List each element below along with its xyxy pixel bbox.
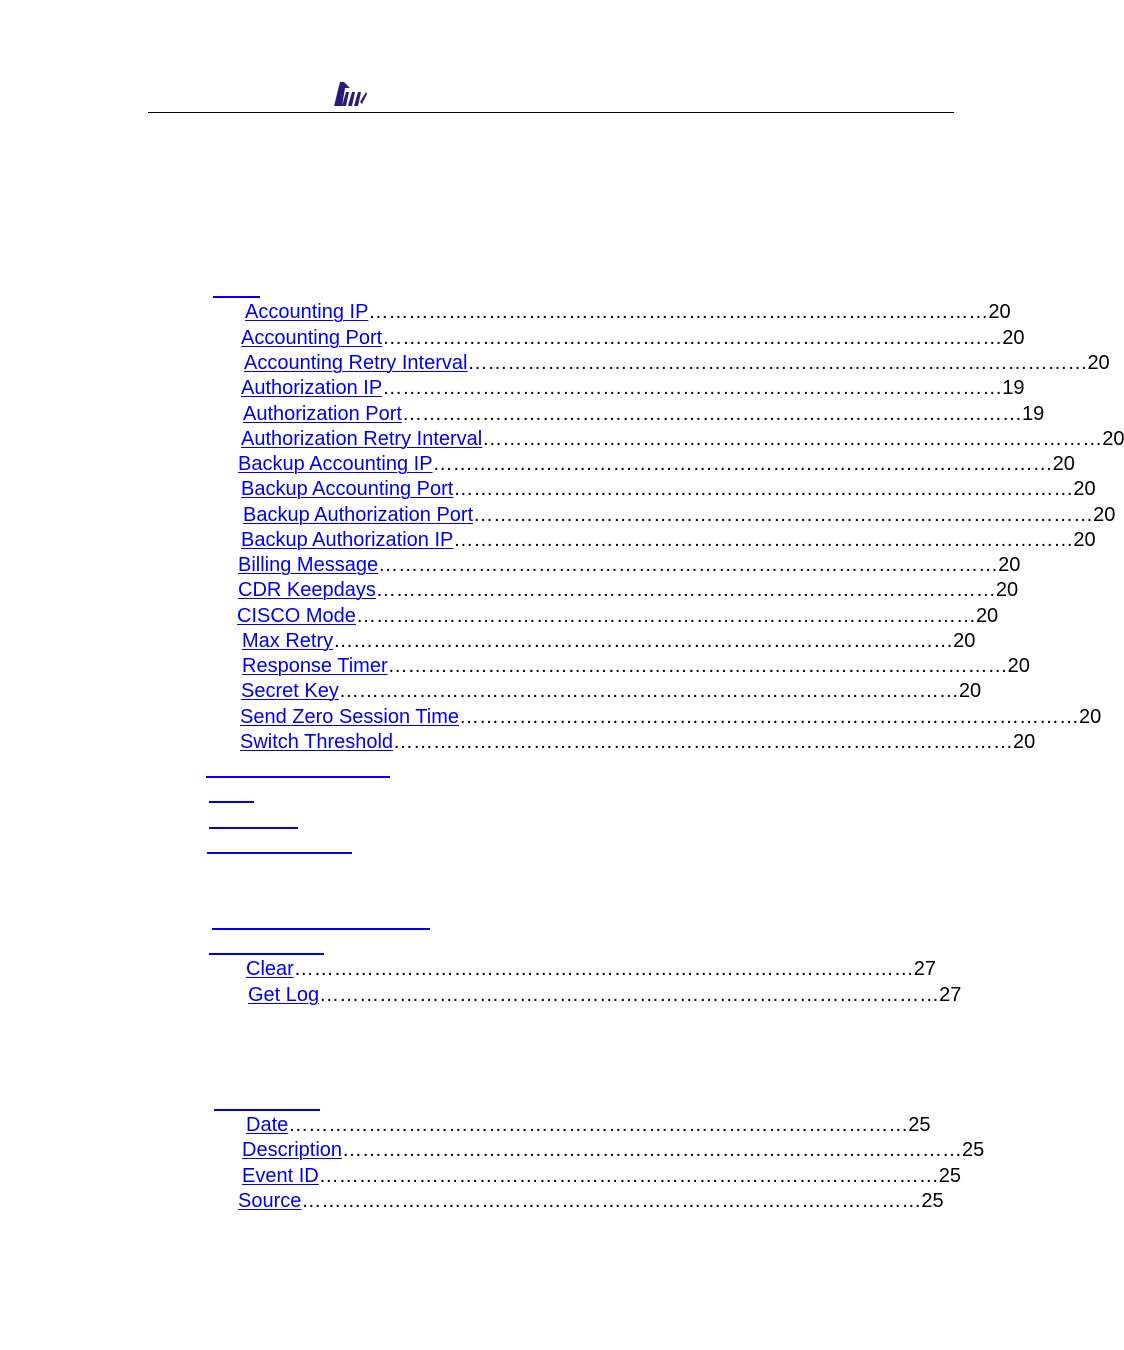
page-number: 27 [913, 958, 937, 980]
dot-leader: ………………………………………………………………………………… [453, 478, 1074, 500]
dot-leader: ………………………………………………………………………………… [473, 504, 1094, 526]
link-bar[interactable] [206, 776, 390, 778]
link-bar[interactable] [209, 953, 324, 955]
dot-leader: ………………………………………………………………………………… [342, 1139, 963, 1161]
page-number: 20 [1087, 352, 1110, 374]
index-entry [241, 427, 1124, 451]
index-entry-link[interactable]: Accounting Retry Interval [244, 352, 468, 374]
page-number: 20 [1002, 327, 1025, 349]
dot-leader: ………………………………………………………………………………… [355, 605, 976, 627]
index-entry [246, 957, 937, 981]
index-entry-link[interactable]: Send Zero Session Time [240, 706, 459, 728]
index-entry-link[interactable]: Backup Authorization IP [241, 529, 454, 551]
dot-leader: ………………………………………………………………………………… [338, 680, 959, 702]
index-entry [245, 300, 1011, 324]
index-entry [241, 477, 1096, 501]
index-entry [238, 578, 1019, 602]
dot-leader: ………………………………………………………………………………… [333, 630, 954, 652]
page-number: 20 [1093, 504, 1116, 526]
dot-leader: ………………………………………………………………………………… [378, 554, 999, 576]
dot-leader: ………………………………………………………………………………… [393, 731, 1014, 753]
page-number: 20 [995, 579, 1019, 601]
index-entry [241, 326, 1025, 350]
index-entry [244, 351, 1110, 375]
index-entry-link[interactable]: CISCO Mode [237, 605, 356, 627]
page-number: 20 [1102, 428, 1124, 450]
page-number: 25 [938, 1165, 961, 1187]
index-entry [246, 1113, 931, 1137]
index-entry [242, 629, 976, 653]
link-bar[interactable] [209, 827, 298, 829]
page-number: 20 [988, 301, 1011, 323]
index-entry-link[interactable]: Date [246, 1114, 289, 1136]
dot-leader: ………………………………………………………………………………… [375, 579, 996, 601]
dot-leader: ………………………………………………………………………………… [288, 1114, 909, 1136]
index-entry [242, 1164, 961, 1188]
index-entry [241, 528, 1096, 552]
page-number: 19 [1021, 403, 1045, 425]
dot-leader: ………………………………………………………………………………… [318, 1165, 939, 1187]
company-logo-icon [330, 78, 368, 108]
index-entry-link[interactable]: Source [238, 1190, 302, 1212]
dot-leader: ………………………………………………………………………………… [459, 706, 1079, 728]
index-entry [240, 705, 1102, 729]
link-bar[interactable] [213, 296, 260, 298]
index-entry-link[interactable]: Billing Message [238, 554, 379, 576]
page-number: 25 [908, 1114, 931, 1136]
index-entry-link[interactable]: Backup Authorization Port [243, 504, 474, 526]
dot-leader: ………………………………………………………………………………… [293, 958, 914, 980]
dot-leader: ………………………………………………………………………………… [467, 352, 1088, 374]
page-number: 20 [1073, 478, 1096, 500]
index-entry-link[interactable]: Secret Key [241, 680, 339, 702]
link-bar[interactable] [209, 801, 254, 803]
index-entry [237, 604, 999, 628]
index-entry-link[interactable]: Clear [246, 958, 294, 980]
index-entry-link[interactable]: Authorization Retry Interval [241, 428, 483, 450]
dot-leader: ………………………………………………………………………………… [387, 655, 1008, 677]
link-bar[interactable] [207, 852, 352, 854]
index-entry [241, 376, 1025, 400]
dot-leader: ………………………………………………………………………………… [301, 1190, 922, 1212]
dot-leader: ………………………………………………………………………………… [382, 327, 1003, 349]
page-number: 25 [921, 1190, 944, 1212]
index-entry-link[interactable]: Accounting Port [241, 327, 383, 349]
index-entry [242, 1138, 985, 1162]
index-entry [248, 983, 962, 1007]
index-entry [238, 1189, 944, 1213]
index-entry [243, 503, 1116, 527]
dot-leader: ………………………………………………………………………………… [368, 301, 989, 323]
index-entry [240, 730, 1036, 754]
page-number: 20 [1052, 453, 1075, 475]
header-rule [148, 112, 954, 113]
index-entry-link[interactable]: Backup Accounting Port [241, 478, 454, 500]
page-number: 20 [998, 554, 1021, 576]
index-entry-link[interactable]: Switch Threshold [240, 731, 394, 753]
index-entry-link[interactable]: Accounting IP [245, 301, 369, 323]
page-number: 19 [1002, 377, 1025, 399]
page-number: 27 [939, 984, 962, 1006]
index-entry [242, 654, 1030, 678]
index-entry-link[interactable]: Response Timer [242, 655, 388, 677]
index-entry-link[interactable]: Event ID [242, 1165, 319, 1187]
index-entry-link[interactable]: Description [242, 1139, 343, 1161]
link-bar[interactable] [212, 928, 430, 930]
dot-leader: ………………………………………………………………………………… [453, 529, 1074, 551]
index-entry-link[interactable]: CDR Keepdays [238, 579, 376, 601]
dot-leader: ………………………………………………………………………………… [401, 403, 1022, 425]
link-bar[interactable] [214, 1109, 320, 1111]
page-number: 20 [1007, 655, 1030, 677]
index-entry [243, 402, 1045, 426]
index-entry-link[interactable]: Backup Accounting IP [238, 453, 433, 475]
page-number: 20 [1079, 706, 1102, 728]
dot-leader: ………………………………………………………………………………… [319, 984, 940, 1006]
index-entry-link[interactable]: Max Retry [242, 630, 334, 652]
dot-leader: ………………………………………………………………………………… [382, 377, 1003, 399]
index-entry [238, 553, 1021, 577]
page-number: 20 [958, 680, 982, 702]
page-number: 20 [1013, 731, 1036, 753]
page-number: 20 [953, 630, 976, 652]
page-number: 20 [1073, 529, 1096, 551]
index-entry-link[interactable]: Authorization IP [241, 377, 383, 399]
index-entry-link[interactable]: Authorization Port [243, 403, 402, 425]
index-entry-link[interactable]: Get Log [248, 984, 320, 1006]
dot-leader: ………………………………………………………………………………… [432, 453, 1053, 475]
page-number: 25 [962, 1139, 985, 1161]
dot-leader: ………………………………………………………………………………… [482, 428, 1103, 450]
page-number: 20 [975, 605, 999, 627]
index-entry [241, 679, 982, 703]
index-entry [238, 452, 1075, 476]
